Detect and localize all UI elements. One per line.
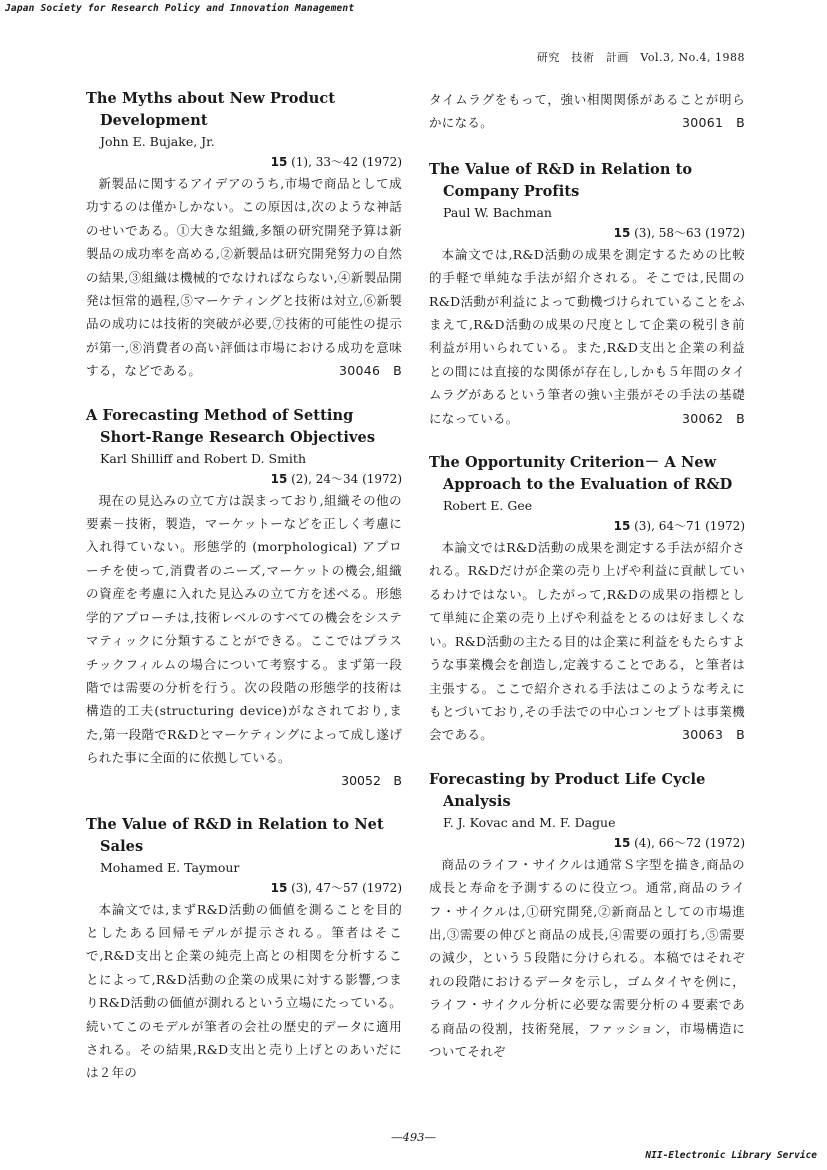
article-authors: Mohamed E. Taymour	[100, 859, 240, 875]
article-opportunity-criterion	[429, 452, 745, 747]
library-footer: NII-Electronic Library Service	[645, 1150, 817, 1161]
abstract-text: 本論文では,R&D活動の成果を測定するための比較的手軽で単純な手法が紹介される。そこでは,民間のR&D活動が利益によって動機づけられていることをふまえて,R&D活動の成果の尺度として企業の税引き前利益が用いられている。また,R&D支出と企業の利益との間には直接的な関係が存在し,しかも５年間のタイムラグがあるという筆者の強い主張がその手法の基礎になっている。	[429, 246, 745, 426]
issue-pages-year: (3), 64～71 (1972)	[630, 519, 745, 534]
volume-number: 15	[613, 835, 631, 850]
article-authors: F. J. Kovac and M. F. Dague	[443, 814, 616, 830]
article-value-company-profits	[429, 159, 745, 430]
classification-code: 30052 B	[341, 772, 402, 788]
article-continuation	[429, 88, 745, 135]
page-number: —493—	[391, 1130, 436, 1144]
continued-abstract	[429, 88, 745, 135]
volume-number: 15	[613, 519, 631, 534]
article-title: The Myths about New Product Development	[86, 90, 336, 129]
article-citation	[86, 152, 402, 172]
article-abstract: 本論文では,まずR&D活動の価値を測ることを目的としたある回帰モデルが提示される。筆者はそこで,R&D支出と企業の純売上高との相関を分析することによって,R&D活動の企業の成果に対する影響,つまりR&D活動の価値が測れるという立場にたっている。続いてこのモデルが筆者の会社の歴史的データに適用される。その結果,R&D支出と売り上げとのあいだには２年の	[86, 901, 402, 1081]
right-column	[429, 88, 745, 1085]
abstract-text: タイムラグをもって，強い相関関係があることが明らかになる。	[429, 92, 745, 131]
issue-pages-year: (2), 24～34 (1972)	[287, 471, 402, 486]
issue-pages-year: (1), 33～42 (1972)	[287, 155, 402, 169]
article-abstract	[429, 536, 745, 747]
classification-code: 30063 B	[682, 727, 745, 743]
issue-pages-year: (3), 58～63 (1972)	[630, 225, 745, 240]
article-abstract: 商品のライフ・サイクルは通常Ｓ字型を描き,商品の成長と寿命を予測するのに役立つ。通常,商品のライフ・サイクルは,①研究開発,②新商品としての市場進出,③需要の伸びと商品の成長,④需要の頭打ち,⑤需要の減少，という５段階に分けられる。本稿ではそれぞれの段階におけるデータを示し，ゴムタイヤを例に，ライフ・サイクル分析に必要な需要分析の４要素である商品の役割，技術発展，ファッション，市場構造についてそれぞ	[429, 856, 745, 1059]
article-authors: John E. Bujake, Jr.	[100, 134, 215, 149]
article-abstract: 現在の見込みの立て方は誤まっており,組織その他の要素－技術，製造，マーケットーなどを正しく考慮に入れ得ていない。形態学的 (morphological) アプローチを使って,消費者のニーズ,マーケットの機会,組織の資産を考慮に入れた見込みの立て方を述べる。形態学的アプローチは,技術レベルのすべての機会をシステマティックに分類することができる。ここではプラスチックフィルムの場合について考察する。まず第一段階では需要の分析を行う。次の段階の形態学的技術は構造的工夫(structuring device)がなされており,また,第一段階でR&Dとマーケティングによって成し遂げられた事に全面的に依拠している。	[86, 492, 402, 766]
running-head: 研究 技術 計画 Vol.3, No.4, 1988	[536, 51, 745, 64]
volume-number: 15	[270, 471, 288, 486]
issue-pages-year: (3), 47～57 (1972)	[287, 880, 402, 895]
article-citation	[429, 516, 745, 536]
volume-number: 15	[270, 880, 288, 895]
society-header: Japan Society for Research Policy and Innovation Management	[5, 3, 355, 14]
article-citation	[429, 833, 745, 853]
article-authors: Robert E. Gee	[443, 498, 533, 514]
article-myths	[86, 88, 402, 383]
article-forecasting-method	[86, 405, 402, 792]
article-title: The Opportunity Criterion－ A New Approach to the Evaluation of R&D	[429, 454, 733, 494]
article-product-life-cycle	[429, 769, 745, 1064]
classification-code: 30061 B	[682, 115, 745, 131]
classification-code: 30046 B	[339, 363, 402, 379]
article-title: A Forecasting Method of Setting Short-Range Research Objectives	[86, 406, 376, 446]
abstract-text: 新製品に関するアイデアのうち,市場で商品として成功するのは僅かしかない。この原因は,次のような神話のせいである。①大きな組織,多額の研究開発予算は新製品の成功率を高める,②新製品は研究開発努力の自然の結果,③組織は機械的でなければならない,④新製品開発は恒常的過程,⑤マーケティングと技術は対立,⑥新製品の成功には技術的突破が必要,⑦技術的可能性の提示が第一,⑧消費者の高い評価は市場における成功を意味する，などである。	[86, 176, 402, 379]
article-citation	[86, 878, 402, 898]
left-column	[86, 88, 402, 1107]
volume-number: 15	[613, 225, 631, 240]
article-abstract	[429, 243, 745, 430]
article-title: The Value of R&D in Relation to Company Profits	[429, 160, 693, 200]
volume-number: 15	[270, 155, 288, 169]
article-citation	[429, 223, 745, 243]
article-citation	[86, 469, 402, 489]
abstract-text: 本論文ではR&D活動の成果を測定する手法が紹介される。R&Dだけが企業の売り上げや利益に貢献しているわけではない。したがって,R&Dの成果の指標として単純に企業の売り上げや利益をとるのは好ましくない。R&D活動の主たる目的は企業に利益をもたらすような事業機会を創造し,定義することである，と筆者は主張する。ここで紹介される手法はこのような考えにもとづいており,その手法での中心コンセプトは事業機会である。	[429, 540, 745, 743]
issue-pages-year: (4), 66～72 (1972)	[630, 835, 745, 850]
article-value-net-sales	[86, 814, 402, 1085]
classification-code: 30062 B	[682, 410, 745, 426]
article-authors: Paul W. Bachman	[443, 204, 552, 220]
article-authors: Karl Shilliff and Robert D. Smith	[100, 450, 306, 466]
article-abstract	[86, 172, 402, 383]
article-title: Forecasting by Product Life Cycle Analysis	[429, 770, 706, 810]
article-title: The Value of R&D in Relation to Net Sales	[86, 815, 384, 855]
